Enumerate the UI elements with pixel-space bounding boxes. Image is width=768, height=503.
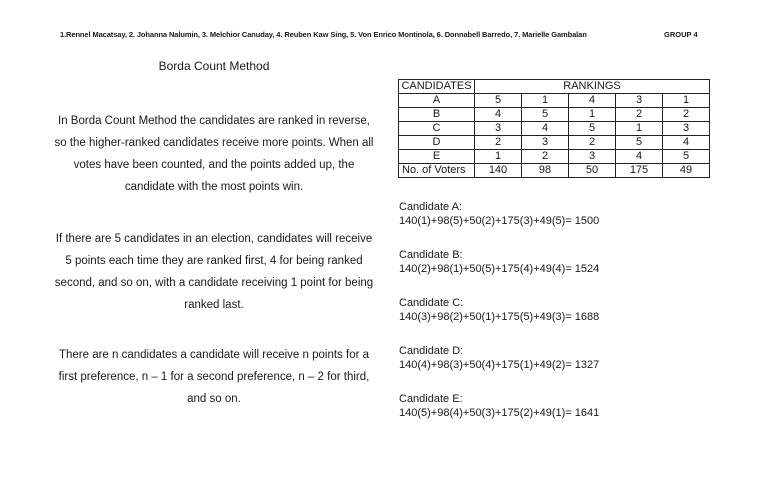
table-cell: 4 <box>522 122 569 136</box>
calculation-candidate-c <box>399 296 599 324</box>
table-cell: 1 <box>663 94 710 108</box>
table-cell: 175 <box>616 164 663 178</box>
calculation-candidate-b <box>399 248 599 276</box>
table-cell: 4 <box>663 136 710 150</box>
calculation-formula: 140(3)+98(2)+50(1)+175(5)+49(3)= 1688 <box>399 311 600 323</box>
table-cell: 2 <box>663 108 710 122</box>
table-header-row <box>399 80 710 94</box>
table-cell: 5 <box>616 136 663 150</box>
table-cell: 2 <box>522 150 569 164</box>
calculation-label: Candidate B: <box>399 249 463 261</box>
candidate-label: D <box>399 136 475 150</box>
header-candidates: CANDIDATES <box>399 80 475 94</box>
calculation-formula: 140(2)+98(1)+50(5)+175(4)+49(4)= 1524 <box>399 263 600 275</box>
calculation-candidate-e <box>399 392 599 420</box>
table-row <box>399 94 710 108</box>
table-cell: 3 <box>616 94 663 108</box>
table-cell: 3 <box>475 122 522 136</box>
group-label: GROUP 4 <box>664 30 698 39</box>
calculation-candidate-a <box>399 200 599 228</box>
table-cell: 5 <box>663 150 710 164</box>
table-cell: 49 <box>663 164 710 178</box>
table-cell: 1 <box>475 150 522 164</box>
table-cell: 4 <box>569 94 616 108</box>
table-cell: 1 <box>522 94 569 108</box>
table-cell: 2 <box>569 136 616 150</box>
candidate-label: C <box>399 122 475 136</box>
table-cell: 5 <box>522 108 569 122</box>
table-cell: 1 <box>616 122 663 136</box>
table-row <box>399 122 710 136</box>
table-cell: 1 <box>569 108 616 122</box>
table-row <box>399 150 710 164</box>
table-cell: 4 <box>616 150 663 164</box>
table-cell: 98 <box>522 164 569 178</box>
candidate-label: B <box>399 108 475 122</box>
author-list: 1.Rennel Macatsay, 2. Johanna Nalumin, 3. Melchior Canuday, 4. Reuben Kaw Sing, 5. Von Enrico Montinola, 6. Donnabell Barredo, 7. Marielle Gambalan <box>60 30 587 39</box>
table-cell: 4 <box>475 108 522 122</box>
table-row <box>399 108 710 122</box>
voters-row <box>399 164 710 178</box>
table-cell: 5 <box>475 94 522 108</box>
calculation-formula: 140(5)+98(4)+50(3)+175(2)+49(1)= 1641 <box>399 407 600 419</box>
calculation-label: Candidate A: <box>399 201 462 213</box>
description-paragraph: In Borda Count Method the candidates are ranked in reverse, so the higher-ranked candidates receive more points. When all votes have been counted, and the points added up, the candidate with the most points win. <box>54 115 374 193</box>
calculation-label: Candidate E: <box>399 393 463 405</box>
table-row <box>399 136 710 150</box>
table-cell: 50 <box>569 164 616 178</box>
general-rule-paragraph: There are n candidates a candidate will receive n points for a first preference, n – 1 for a second preference, n – 2 for third, and so on. <box>58 349 370 405</box>
calculation-candidate-d <box>399 344 599 372</box>
table-cell: 2 <box>475 136 522 150</box>
candidate-label: A <box>399 94 475 108</box>
table-cell: 3 <box>569 150 616 164</box>
calculation-formula: 140(1)+98(5)+50(2)+175(3)+49(5)= 1500 <box>399 215 600 227</box>
calculation-formula: 140(4)+98(3)+50(4)+175(1)+49(2)= 1327 <box>399 359 600 371</box>
calculation-label: Candidate D: <box>399 345 464 357</box>
table-cell: 3 <box>663 122 710 136</box>
candidate-label: E <box>399 150 475 164</box>
calculation-label: Candidate C: <box>399 297 464 309</box>
example-paragraph: If there are 5 candidates in an election, candidates will receive 5 points each time they are ranked first, 4 for being ranked second, and so on, with a candidate receiving 1 point for being ranked last. <box>54 233 374 311</box>
voters-label: No. of Voters <box>399 164 475 178</box>
table-cell: 5 <box>569 122 616 136</box>
table-cell: 140 <box>475 164 522 178</box>
method-title: Borda Count Method <box>158 59 270 73</box>
rankings-table <box>398 79 710 178</box>
table-cell: 2 <box>616 108 663 122</box>
table-cell: 3 <box>522 136 569 150</box>
header-rankings: RANKINGS <box>475 80 710 94</box>
